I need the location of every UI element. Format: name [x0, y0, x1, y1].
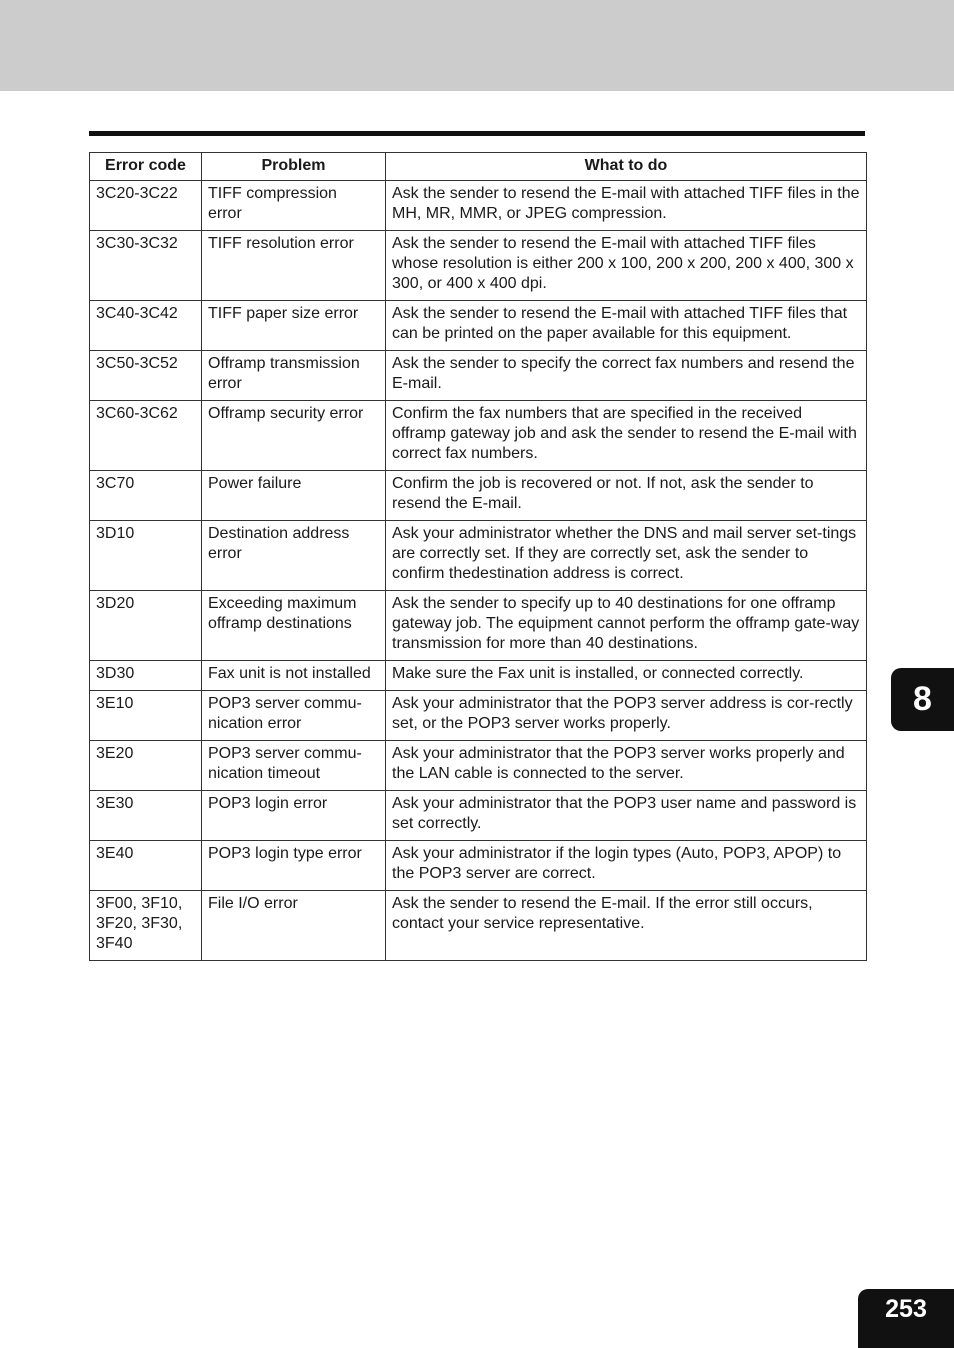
what-to-do-cell: Confirm the fax numbers that are specified in the received offramp gateway job and ask the sender to resend the E-mail with correct fax numbers.	[386, 401, 867, 471]
problem-cell: POP3 login error	[202, 791, 386, 841]
what-to-do-cell: Confirm the job is recovered or not. If not, ask the sender to resend the E-mail.	[386, 471, 867, 521]
table-row	[90, 351, 867, 401]
table-row	[90, 181, 867, 231]
table-row	[90, 521, 867, 591]
problem-cell: Offramp transmission error	[202, 351, 386, 401]
problem-cell: Power failure	[202, 471, 386, 521]
table-row	[90, 841, 867, 891]
table-row	[90, 231, 867, 301]
chapter-tab: 8	[891, 668, 954, 731]
what-to-do-cell: Ask the sender to specify the correct fax numbers and resend the E-mail.	[386, 351, 867, 401]
problem-cell: Exceeding maximum offramp destinations	[202, 591, 386, 661]
error-code-cell: 3E10	[90, 691, 202, 741]
error-code-table	[89, 152, 867, 961]
table-row	[90, 741, 867, 791]
table-row	[90, 591, 867, 661]
table-row	[90, 471, 867, 521]
table-row	[90, 401, 867, 471]
problem-cell: Destination address error	[202, 521, 386, 591]
page-number: 253	[858, 1289, 954, 1348]
problem-cell: TIFF resolution error	[202, 231, 386, 301]
what-to-do-cell: Ask the sender to resend the E-mail. If the error still occurs, contact your service representative.	[386, 891, 867, 961]
error-code-cell: 3D20	[90, 591, 202, 661]
what-to-do-cell: Ask your administrator that the POP3 server address is cor-rectly set, or the POP3 server works properly.	[386, 691, 867, 741]
what-to-do-cell: Ask your administrator that the POP3 user name and password is set correctly.	[386, 791, 867, 841]
what-to-do-cell: Ask the sender to specify up to 40 destinations for one offramp gateway job. The equipment cannot perform the offramp gate-way transmission for more than 40 destinations.	[386, 591, 867, 661]
error-code-cell: 3C20-3C22	[90, 181, 202, 231]
error-code-cell: 3C40-3C42	[90, 301, 202, 351]
problem-cell: TIFF compression error	[202, 181, 386, 231]
what-to-do-cell: Ask the sender to resend the E-mail with attached TIFF files in the MH, MR, MMR, or JPEG compression.	[386, 181, 867, 231]
problem-cell: Offramp security error	[202, 401, 386, 471]
table-body	[90, 181, 867, 961]
error-code-cell: 3C30-3C32	[90, 231, 202, 301]
header-error-code: Error code	[90, 153, 202, 181]
error-code-cell: 3E20	[90, 741, 202, 791]
error-code-cell: 3C50-3C52	[90, 351, 202, 401]
problem-cell: Fax unit is not installed	[202, 661, 386, 691]
problem-cell: File I/O error	[202, 891, 386, 961]
error-code-cell: 3C60-3C62	[90, 401, 202, 471]
what-to-do-cell: Ask the sender to resend the E-mail with attached TIFF files that can be printed on the paper available for this equipment.	[386, 301, 867, 351]
error-code-cell: 3F00, 3F10, 3F20, 3F30, 3F40	[90, 891, 202, 961]
header-what-to-do: What to do	[386, 153, 867, 181]
table-row	[90, 791, 867, 841]
error-code-cell: 3E40	[90, 841, 202, 891]
problem-cell: POP3 server commu- nication timeout	[202, 741, 386, 791]
problem-cell: TIFF paper size error	[202, 301, 386, 351]
header-band	[0, 0, 954, 91]
error-code-cell: 3C70	[90, 471, 202, 521]
table-row	[90, 301, 867, 351]
what-to-do-cell: Ask your administrator that the POP3 server works properly and the LAN cable is connected to the server.	[386, 741, 867, 791]
header-rule	[89, 131, 865, 136]
table-row	[90, 891, 867, 961]
what-to-do-cell: Ask the sender to resend the E-mail with attached TIFF files whose resolution is either 200 x 100, 200 x 200, 200 x 400, 300 x 300, or 400 x 400 dpi.	[386, 231, 867, 301]
table-row	[90, 691, 867, 741]
what-to-do-cell: Ask your administrator if the login types (Auto, POP3, APOP) to the POP3 server are correct.	[386, 841, 867, 891]
error-code-cell: 3D30	[90, 661, 202, 691]
problem-cell: POP3 login type error	[202, 841, 386, 891]
what-to-do-cell: Ask your administrator whether the DNS and mail server set-tings are correctly set. If they are correctly set, ask the sender to confirm thedestination address is correct.	[386, 521, 867, 591]
problem-cell: POP3 server commu- nication error	[202, 691, 386, 741]
header-problem: Problem	[202, 153, 386, 181]
table-header-row	[90, 153, 867, 181]
error-code-cell: 3E30	[90, 791, 202, 841]
error-code-cell: 3D10	[90, 521, 202, 591]
table-row	[90, 661, 867, 691]
what-to-do-cell: Make sure the Fax unit is installed, or connected correctly.	[386, 661, 867, 691]
